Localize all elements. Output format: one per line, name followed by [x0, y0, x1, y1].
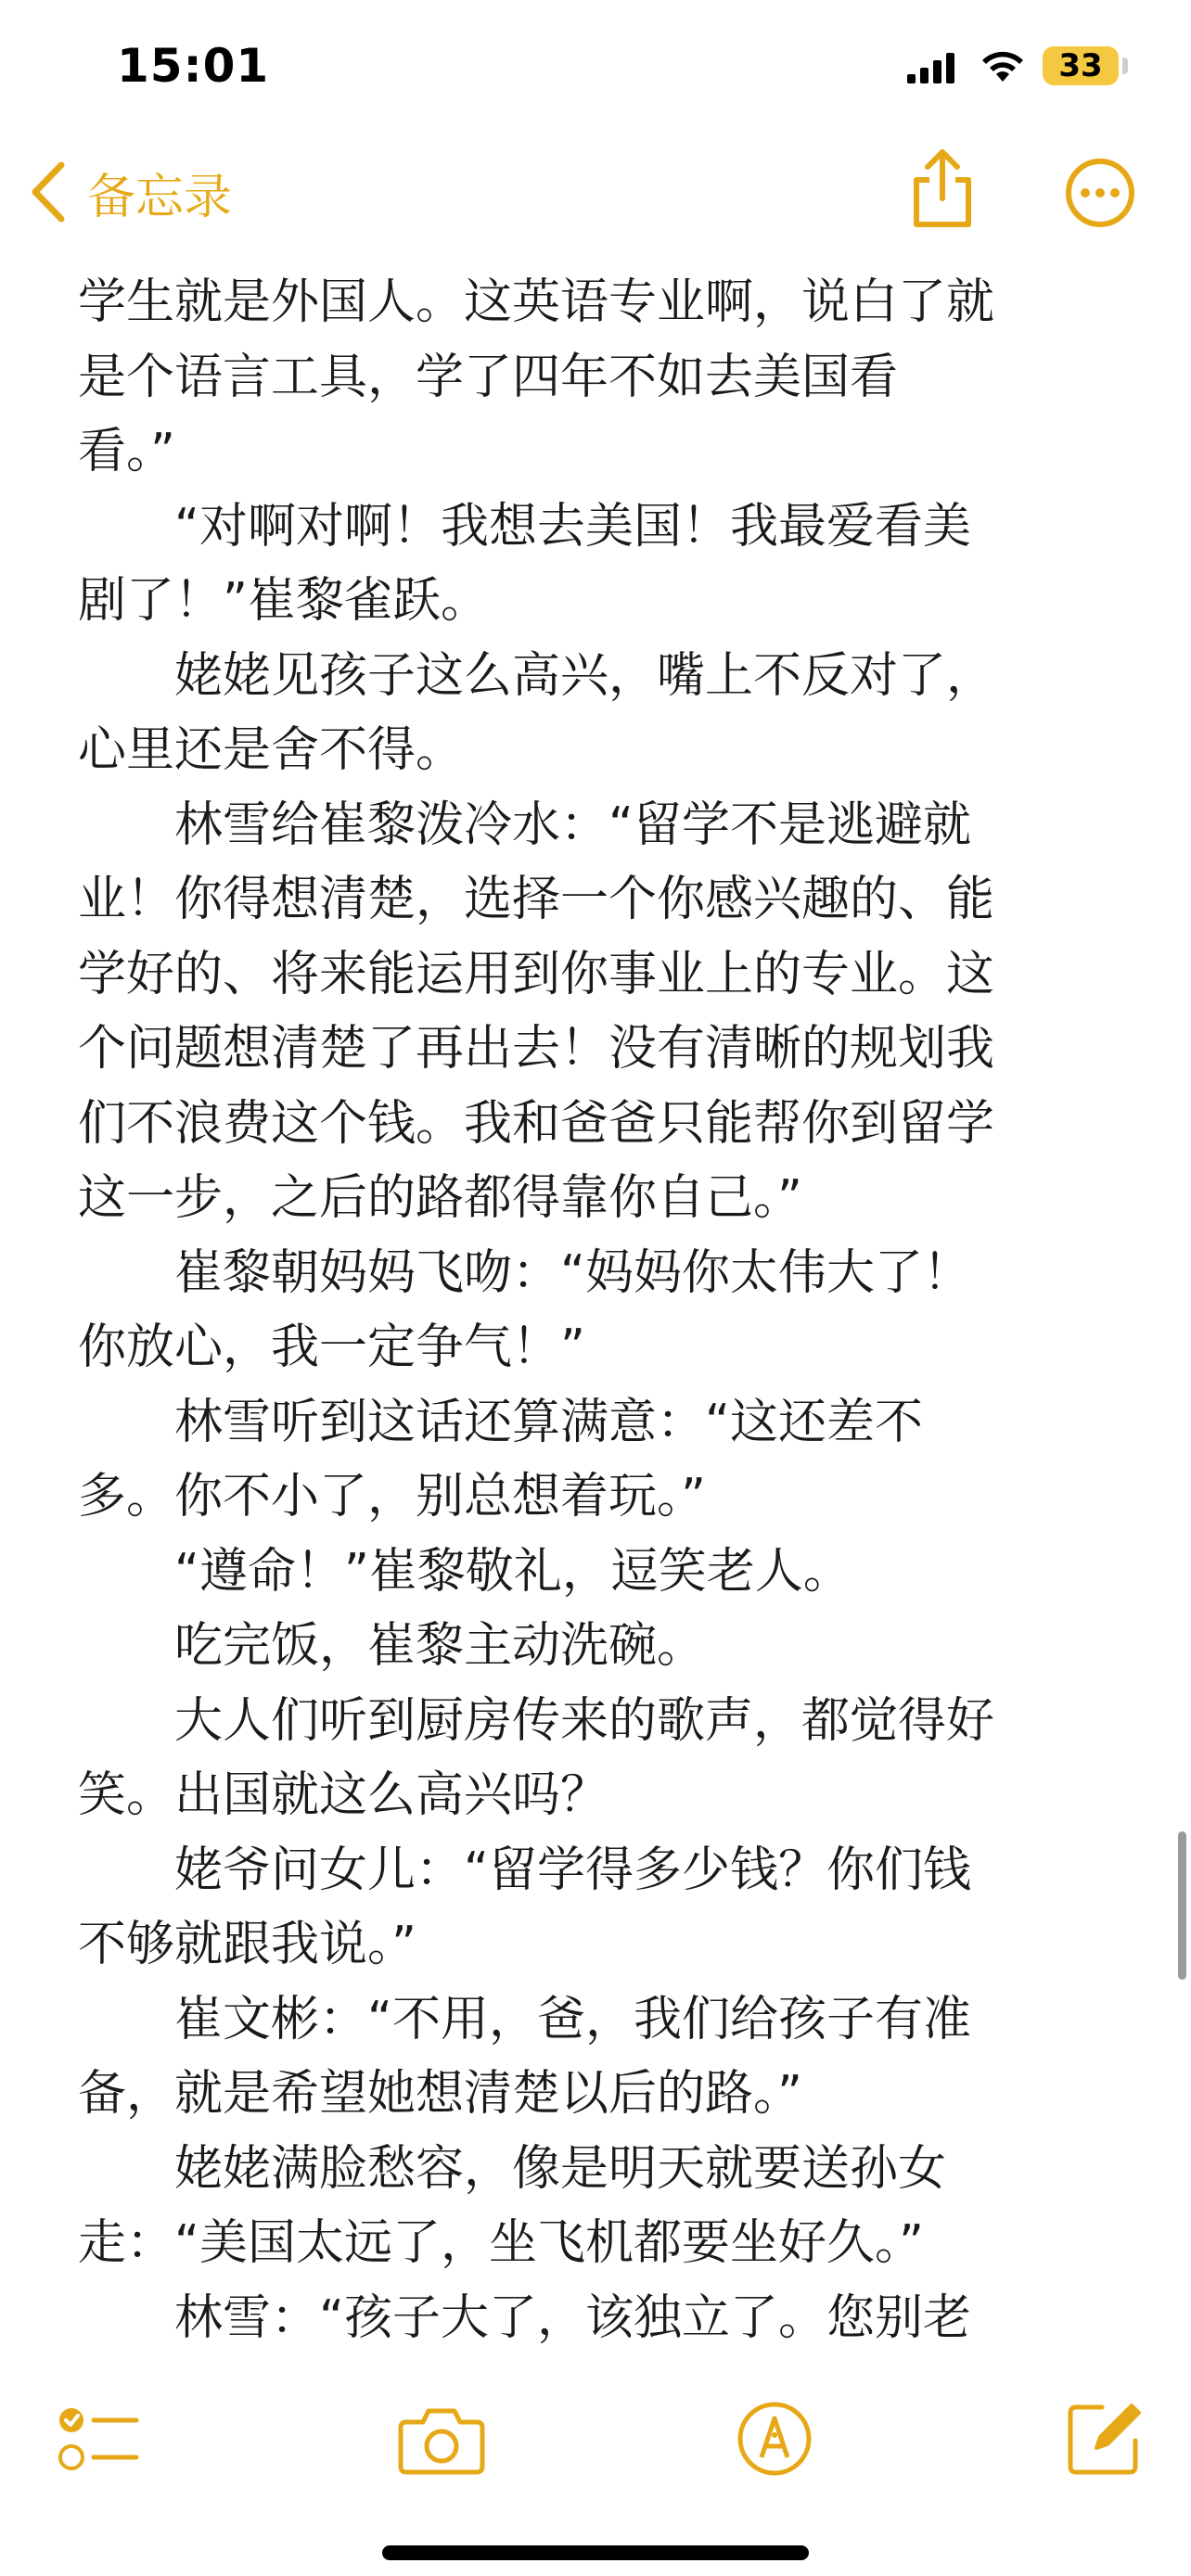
- ellipsis-circle-icon: [1065, 158, 1135, 228]
- note-line: 林雪给崔黎泼冷水：“留学不是逃避就: [78, 797, 971, 853]
- pen-tip-icon: [736, 2400, 813, 2478]
- note-line: 姥姥见孩子这么高兴，嘴上不反对了，: [78, 647, 995, 704]
- note-line: 心里还是舍不得。: [78, 722, 465, 778]
- cellular-signal-icon: [907, 52, 955, 83]
- nav-bar: [0, 139, 1191, 250]
- camera-icon: [397, 2402, 486, 2476]
- note-line: 林雪：“孩子大了，该独立了。您别老: [78, 2289, 971, 2346]
- note-line: 们不浪费这个钱。我和爸爸只能帮你到留学: [78, 1095, 995, 1152]
- scroll-indicator[interactable]: [1178, 1831, 1186, 1980]
- note-line: 崔黎朝妈妈飞吻：“妈妈你太伟大了！: [78, 1244, 971, 1301]
- note-body[interactable]: [78, 265, 1126, 2370]
- note-line: 多。你不小了，别总想着玩。”: [78, 1469, 706, 1524]
- checklist-icon: [57, 2402, 140, 2476]
- note-line: 学好的、将来能运用到你事业上的专业。这: [78, 946, 995, 1002]
- compose-button[interactable]: [1057, 2392, 1150, 2485]
- bottom-toolbar: [0, 2374, 1191, 2504]
- note-line: 走：“美国太远了，坐飞机都要坐好久。”: [78, 2215, 924, 2271]
- status-bar: [0, 0, 1191, 139]
- note-line: 个问题想清楚了再出去！没有清晰的规划我: [78, 1021, 995, 1077]
- markup-button[interactable]: [728, 2392, 821, 2485]
- back-button[interactable]: [30, 150, 232, 234]
- note-line: 剧了！”崔黎雀跃。: [78, 573, 489, 629]
- battery-cap: [1122, 57, 1128, 74]
- checklist-button[interactable]: [52, 2392, 145, 2485]
- note-line: 吃完饭，崔黎主动洗碗。: [78, 1618, 706, 1674]
- note-line: 看。”: [78, 424, 175, 479]
- note-line: 是个语言工具，学了四年不如去美国看: [78, 349, 899, 405]
- note-line: 学生就是外国人。这英语专业啊，说白了就: [78, 274, 995, 330]
- note-line: 林雪听到这话还算满意：“这还差不: [78, 1394, 923, 1450]
- battery-icon: [1043, 46, 1119, 85]
- battery-level: 33: [1058, 47, 1103, 84]
- note-line: “遵命！”崔黎敬礼，逗笑老人。: [78, 1543, 852, 1600]
- note-line: 姥姥满脸愁容，像是明天就要送孙女: [78, 2140, 947, 2197]
- share-button[interactable]: [907, 147, 978, 230]
- back-label: 备忘录: [87, 169, 233, 225]
- compose-icon: [1065, 2400, 1143, 2478]
- note-line: 崔文彬：“不用，爸，我们给孩子有准: [78, 1991, 971, 2047]
- status-time: 15:01: [117, 39, 270, 93]
- note-line: “对啊对啊！我想去美国！我最爱看美: [78, 498, 971, 555]
- note-line: 大人们听到厨房传来的歌声，都觉得好: [78, 1692, 995, 1749]
- note-line: 不够就跟我说。”: [78, 1917, 416, 1972]
- note-line: 业！你得想清楚，选择一个你感兴趣的、能: [78, 872, 995, 927]
- note-line: 这一步，之后的路都得靠你自己。”: [78, 1170, 802, 1226]
- home-indicator[interactable]: [382, 2545, 809, 2560]
- note-line: 姥爷问女儿：“留学得多少钱？你们钱: [78, 1842, 971, 1898]
- more-button[interactable]: [1065, 158, 1135, 228]
- chevron-left-icon: [30, 161, 67, 223]
- share-icon: [907, 147, 978, 230]
- note-line: 笑。出国就这么高兴吗？: [78, 1767, 609, 1823]
- note-line: 你放心，我一定争气！”: [78, 1320, 585, 1375]
- wifi-icon: [980, 48, 1026, 83]
- camera-button[interactable]: [395, 2392, 488, 2485]
- note-line: 备，就是希望她想清楚以后的路。”: [78, 2066, 802, 2122]
